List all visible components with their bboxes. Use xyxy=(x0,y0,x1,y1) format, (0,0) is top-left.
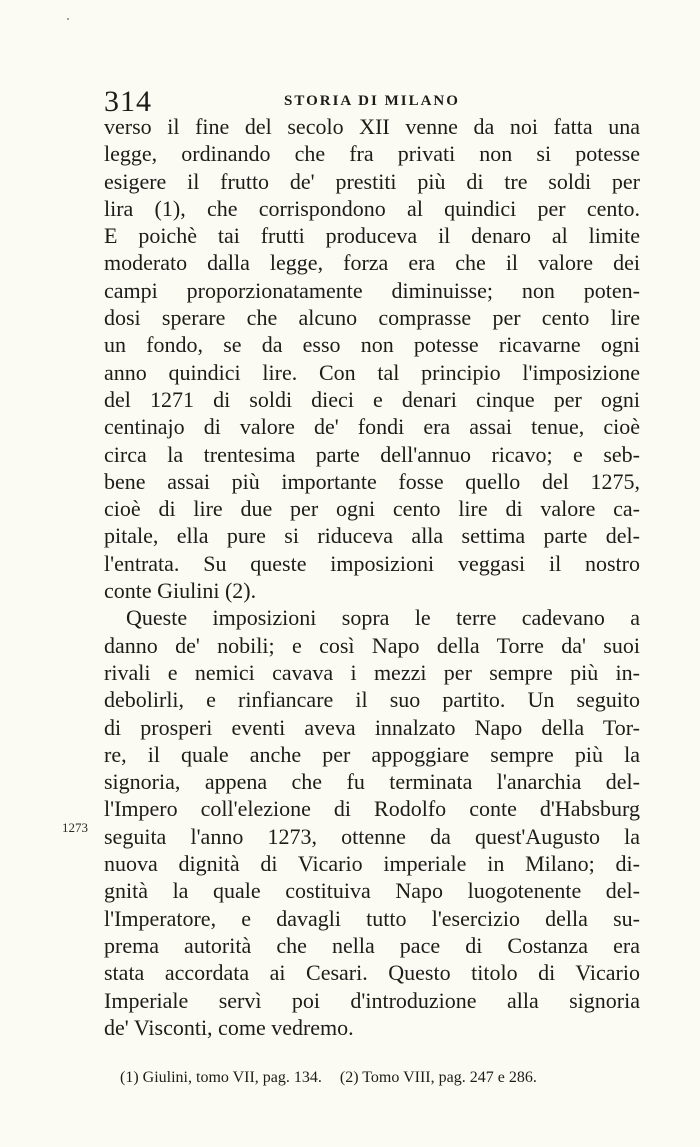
text-line: signoria, appena che fu terminata l'anarchia del- xyxy=(104,769,640,795)
text-line: stata accordata ai Cesari. Questo titolo di Vicario xyxy=(104,960,640,986)
text-line: E poichè tai frutti produceva il denaro al limite xyxy=(104,223,640,249)
paragraph-2 xyxy=(104,604,640,1041)
text-line: campi proporzionatamente diminuisse; non poten- xyxy=(104,277,640,303)
text-line: circa la trentesima parte dell'annuo ricavo; e seb- xyxy=(104,441,640,467)
text-line: danno de' nobili; e così Napo della Torre da' suoi xyxy=(104,632,640,658)
page-number: 314 xyxy=(104,85,152,118)
text-line: gnità la quale costituiva Napo luogotenente del- xyxy=(104,878,640,904)
footnote-2: (2) Tomo VIII, pag. 247 e 286. xyxy=(339,1069,537,1086)
footnotes xyxy=(120,1068,640,1088)
text-line: dosi sperare che alcuno comprasse per cento lire xyxy=(104,305,640,331)
text-line: bene assai più importante fosse quello del 1275, xyxy=(104,468,640,494)
text-line: conte Giulini (2). xyxy=(104,578,257,604)
paragraph-1 xyxy=(104,113,640,604)
text-line: legge, ordinando che fra privati non si potesse xyxy=(104,141,640,167)
text-line: de' Visconti, come vedremo. xyxy=(104,1014,354,1040)
text-line: cioè di lire due per ogni cento lire di valore ca- xyxy=(104,496,640,522)
text-line: un fondo, se da esso non potesse ricavarne ogni xyxy=(104,332,640,358)
text-line: pitale, ella pure si riduceva alla settima parte del- xyxy=(104,523,640,549)
paper-speck xyxy=(67,18,69,20)
text-line: centinajo di valore de' fondi era assai tenue, cioè xyxy=(104,414,640,440)
text-line: re, il quale anche per appoggiare sempre più la xyxy=(104,741,640,767)
text-line: l'Imperatore, e davagli tutto l'esercizio della su- xyxy=(104,905,640,931)
text-line: seguita l'anno 1273, ottenne da quest'Augusto la xyxy=(104,823,640,849)
text-line: del 1271 di soldi dieci e denari cinque per ogni xyxy=(104,386,640,412)
text-line: Imperiale servì poi d'introduzione alla signoria xyxy=(104,987,640,1013)
footnote-1: (1) Giulini, tomo VII, pag. 134. xyxy=(120,1069,322,1086)
text-line: anno quindici lire. Con tal principio l'imposizione xyxy=(104,359,640,385)
text-line: moderato dalla legge, forza era che il valore dei xyxy=(104,250,640,276)
text-line: lira (1), che corrispondono al quindici per cento. xyxy=(104,195,640,221)
text-line: prema autorità che nella pace di Costanza era xyxy=(104,932,640,958)
text-line: esigere il frutto de' prestiti più di tre soldi per xyxy=(104,168,640,194)
text-line: l'Impero coll'elezione di Rodolfo conte d'Habsburg xyxy=(104,796,640,822)
running-title: STORIA DI MILANO xyxy=(284,93,460,109)
text-line: rivali e nemici cavava i mezzi per sempre più in- xyxy=(104,659,640,685)
text-line: Queste imposizioni sopra le terre cadevano a xyxy=(126,605,640,631)
body-text xyxy=(104,113,640,1041)
text-line: debolirli, e rinfiancare il suo partito. Un seguito xyxy=(104,687,640,713)
text-line: di prosperi eventi aveva innalzato Napo della Tor- xyxy=(104,714,640,740)
margin-year-note: 1273 xyxy=(62,820,88,835)
text-line: nuova dignità di Vicario imperiale in Milano; di- xyxy=(104,851,640,877)
text-line: verso il fine del secolo XII venne da noi fatta una xyxy=(104,114,640,139)
text-line: l'entrata. Su queste imposizioni veggasi il nostro xyxy=(104,550,640,576)
